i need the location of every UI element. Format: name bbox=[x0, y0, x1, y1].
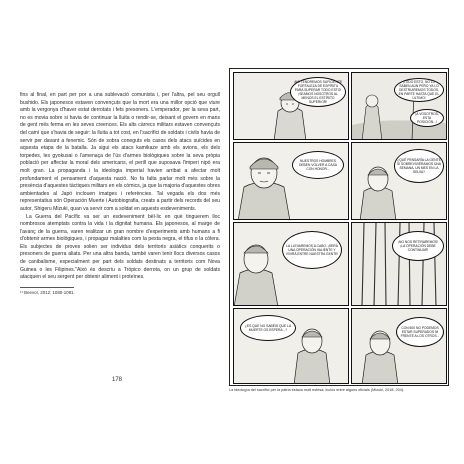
speech-bubble: ¡TODO ESTO, NO LO SABEN AÚN PERO YA LO DESTRUIREMOS TODOS, EN PARTE HASTA QUE EL ÚLTIMO! bbox=[394, 78, 444, 102]
comic-panel-5 bbox=[233, 222, 349, 306]
paragraph-1: fins al final, en part per por a una sublevació comunista i, per l'altra, pel seu orgull bushido. Els japonesos estaven convençuts que la mort era una millor opció que viure amb la vergonya d'haver estat derrotats i fets presoners. L'emperador, per la seva part, no es movia sobre si havia de continuar la lluita o rendir-se, deixant el govern en mans de gent més ferma en les seves creences. Els alts càrrecs militars estaven convençuts del camí que s'havia de seguir: la lluita a tot cost, en l'sacrifici de soldats i civils havia de servir per davant a fenemic. Són de sobra coneguts els casos dels atacs suïcides en aquesta etapa de la batalla. Ja sigui els atacs kamikaze amb els avions, els dels torpedes, les gyokusai o l'amenaça de l'ús d'armes biològiques sobre la seva pròpia població per affectar la moral dels americans, el perill que suposava l'imperi nipó era molt gran. La propaganda i la ideologia imperial havien arribat a afectar molt profundament el pensament d'aquesta nació. No fa falta parlar molt més sobre la presència d'aquestes tàctiques militars en els còmics, ja que la majoria d'aquestes obres ambientades al Japó inclouen imatges i referències. Tal vegada els dos més representatius són Operación Muerte i Autobiografia, creats a partir dels records del seu autor, Shigeru Mizuki, quan va servir com a soldat en aquests esdeveniments. bbox=[20, 92, 220, 212]
comic-panel-2 bbox=[351, 72, 447, 140]
left-page bbox=[20, 92, 220, 296]
footnote-divider bbox=[20, 287, 74, 288]
comic-panel-7 bbox=[233, 308, 349, 384]
speech-bubble: NUESTROS HOMBRES DEBEN VOLVER A CASA CON HONOR... bbox=[292, 151, 344, 179]
body-text bbox=[20, 92, 220, 282]
comic-panel-3 bbox=[233, 142, 349, 220]
speech-bubble: ¡NO NOS RETIRAREMOS! ¡LA OPERACIÓN DEBE CONTINUAR! bbox=[392, 231, 444, 261]
speech-bubble: ¿ES QUE NO SABÉIS QUE LA MUERTE OS ESPERA...? bbox=[240, 315, 296, 341]
comic-panel-4 bbox=[351, 142, 447, 220]
comic-page bbox=[229, 68, 449, 386]
speech-bubble: LA LLEVAREMOS A CABO: ¡SERÁ UNA OPERACIÓN VALIENTE Y VIVIRÁ ENTRE NUESTRA GENTE! bbox=[282, 231, 342, 269]
footnote: ¹¹ Beevor, 2012: 1080-1081. bbox=[20, 289, 75, 295]
paragraph-2: La Guerra del Pacífic va ser un esdeveniment bèl·lic en què tinguerem lloc nombrosos atemptats contra la vida i la dignitat humana. Els japonesos, al marge de l'avanç de la guerra, varen realitzar un gran nombre d'experiments amb humans a fi d'obtenir armes biològiques, i propagar malalties com la pesta negra, el tifus o la còlera. Els subjectes de proves solien ser individus dels territoris asiàtics conquerits o presoners de guerra aliats. Per una altra banda, també varen tenir llocs diversos casos de canibalisme, especialment per part dels soldats destinats a territoris com Nova Guinea o les Filipines."Això és descriu a Trópico derrota, on un grup de soldats atacquen el seu sergent per obtenir aliment i proteïnes. bbox=[20, 213, 220, 281]
speech-bubble: ¡A VOSOTROS, ESTA POSICIÓN...! bbox=[410, 109, 444, 127]
speech-bubble: ¡NO TENDREMOS SUFICIENTE FORTALEZA DE ESPÍRITU PARA SUPERAR TODO ESTO! ¡SEAMOS NOSOTROS AL MENOS EL ESTÍRITO SUPERIOR! bbox=[290, 77, 346, 107]
page-number: 178 bbox=[112, 377, 123, 383]
right-page bbox=[229, 68, 449, 386]
speech-bubble: CON 500 NO PODEMOS ESTAR SUPERADOS NI FRENTE A LOS OTROS... bbox=[396, 317, 444, 347]
figure-caption: La ideología del sacrifici per la pàtria estava molt estesa, inclús entre alguns oficials (Mizuki, 2018: 204). bbox=[229, 388, 405, 392]
comic-panel-8 bbox=[351, 308, 447, 384]
comic-panel-6 bbox=[351, 222, 447, 306]
comic-panel-1 bbox=[233, 72, 349, 140]
speech-bubble: ¿QUÉ PENSARÍA LA GENTE SI SOBREVIVIÉRAMOS UNA SEMANA, UN MES EN LA SELVA? bbox=[394, 149, 444, 183]
